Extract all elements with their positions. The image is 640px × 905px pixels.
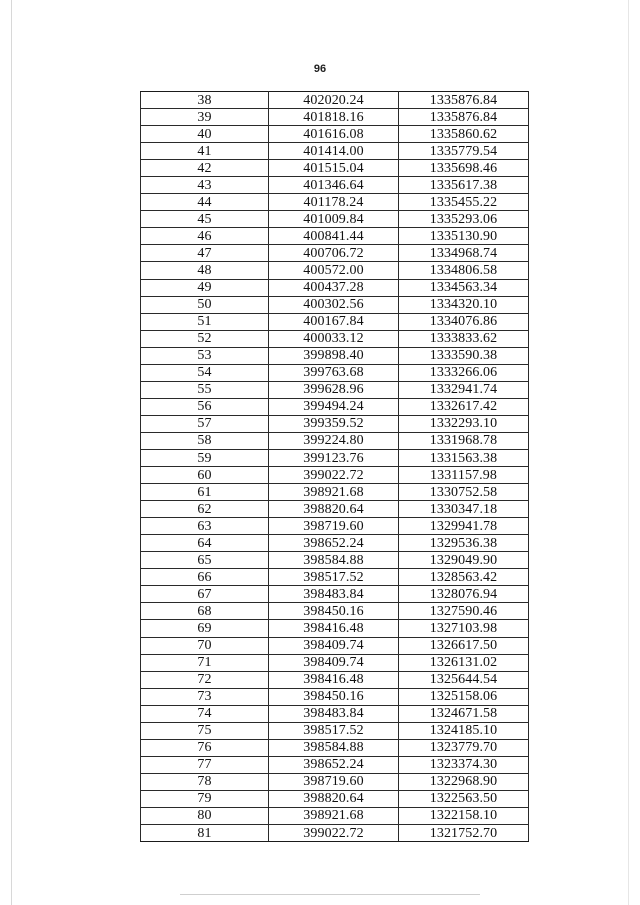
y-coordinate-cell: 1330752.58 <box>399 484 529 501</box>
table-row <box>141 773 529 790</box>
point-number-cell: 81 <box>141 825 269 842</box>
y-coordinate-cell: 1332941.74 <box>399 381 529 398</box>
y-coordinate-cell: 1333833.62 <box>399 330 529 347</box>
x-coordinate-cell: 399494.24 <box>269 398 399 415</box>
x-coordinate-cell: 402020.24 <box>269 92 399 109</box>
table-row <box>141 671 529 688</box>
point-number-cell: 49 <box>141 279 269 296</box>
point-number-cell: 80 <box>141 807 269 824</box>
x-coordinate-cell: 398409.74 <box>269 654 399 671</box>
x-coordinate-cell: 398719.60 <box>269 518 399 535</box>
x-coordinate-cell: 401414.00 <box>269 143 399 160</box>
x-coordinate-cell: 398584.88 <box>269 739 399 756</box>
table-row <box>141 484 529 501</box>
table-row <box>141 296 529 313</box>
point-number-cell: 77 <box>141 756 269 773</box>
table-row <box>141 347 529 364</box>
x-coordinate-cell: 398416.48 <box>269 671 399 688</box>
x-coordinate-cell: 401009.84 <box>269 211 399 228</box>
x-coordinate-cell: 398719.60 <box>269 773 399 790</box>
x-coordinate-cell: 399123.76 <box>269 449 399 466</box>
y-coordinate-cell: 1331563.38 <box>399 449 529 466</box>
table-row <box>141 415 529 432</box>
point-number-cell: 59 <box>141 449 269 466</box>
point-number-cell: 56 <box>141 398 269 415</box>
x-coordinate-cell: 398652.24 <box>269 535 399 552</box>
x-coordinate-cell: 399022.72 <box>269 467 399 484</box>
point-number-cell: 44 <box>141 194 269 211</box>
x-coordinate-cell: 400841.44 <box>269 228 399 245</box>
x-coordinate-cell: 400572.00 <box>269 262 399 279</box>
table-row <box>141 381 529 398</box>
x-coordinate-cell: 398416.48 <box>269 620 399 637</box>
point-number-cell: 76 <box>141 739 269 756</box>
coordinate-table <box>140 91 529 842</box>
y-coordinate-cell: 1323779.70 <box>399 739 529 756</box>
y-coordinate-cell: 1328076.94 <box>399 586 529 603</box>
table-row <box>141 449 529 466</box>
y-coordinate-cell: 1334076.86 <box>399 313 529 330</box>
y-coordinate-cell: 1329049.90 <box>399 552 529 569</box>
point-number-cell: 60 <box>141 467 269 484</box>
x-coordinate-cell: 399898.40 <box>269 347 399 364</box>
table-row <box>141 245 529 262</box>
point-number-cell: 61 <box>141 484 269 501</box>
y-coordinate-cell: 1328563.42 <box>399 569 529 586</box>
y-coordinate-cell: 1334320.10 <box>399 296 529 313</box>
point-number-cell: 53 <box>141 347 269 364</box>
x-coordinate-cell: 398517.52 <box>269 569 399 586</box>
x-coordinate-cell: 398921.68 <box>269 807 399 824</box>
x-coordinate-cell: 398652.24 <box>269 756 399 773</box>
table-row <box>141 739 529 756</box>
y-coordinate-cell: 1322968.90 <box>399 773 529 790</box>
table-row <box>141 501 529 518</box>
y-coordinate-cell: 1321752.70 <box>399 825 529 842</box>
y-coordinate-cell: 1322158.10 <box>399 807 529 824</box>
table-row <box>141 552 529 569</box>
y-coordinate-cell: 1327590.46 <box>399 603 529 620</box>
table-row <box>141 756 529 773</box>
x-coordinate-cell: 399763.68 <box>269 364 399 381</box>
point-number-cell: 62 <box>141 501 269 518</box>
x-coordinate-cell: 398820.64 <box>269 790 399 807</box>
table-row <box>141 262 529 279</box>
y-coordinate-cell: 1325644.54 <box>399 671 529 688</box>
x-coordinate-cell: 401818.16 <box>269 109 399 126</box>
table-row <box>141 126 529 143</box>
y-coordinate-cell: 1335876.84 <box>399 109 529 126</box>
table-row <box>141 398 529 415</box>
y-coordinate-cell: 1331968.78 <box>399 432 529 449</box>
y-coordinate-cell: 1324185.10 <box>399 722 529 739</box>
page-number: 96 <box>313 63 327 75</box>
point-number-cell: 39 <box>141 109 269 126</box>
table-row <box>141 92 529 109</box>
x-coordinate-cell: 398450.16 <box>269 688 399 705</box>
y-coordinate-cell: 1333590.38 <box>399 347 529 364</box>
table-row <box>141 467 529 484</box>
table-row <box>141 228 529 245</box>
table-row <box>141 211 529 228</box>
x-coordinate-cell: 398921.68 <box>269 484 399 501</box>
table-row <box>141 432 529 449</box>
y-coordinate-cell: 1334968.74 <box>399 245 529 262</box>
point-number-cell: 57 <box>141 415 269 432</box>
point-number-cell: 78 <box>141 773 269 790</box>
y-coordinate-cell: 1334806.58 <box>399 262 529 279</box>
point-number-cell: 50 <box>141 296 269 313</box>
table-row <box>141 603 529 620</box>
point-number-cell: 74 <box>141 705 269 722</box>
y-coordinate-cell: 1335860.62 <box>399 126 529 143</box>
table-row <box>141 790 529 807</box>
point-number-cell: 68 <box>141 603 269 620</box>
point-number-cell: 48 <box>141 262 269 279</box>
x-coordinate-cell: 400706.72 <box>269 245 399 262</box>
x-coordinate-cell: 399224.80 <box>269 432 399 449</box>
y-coordinate-cell: 1335779.54 <box>399 143 529 160</box>
table-row <box>141 177 529 194</box>
x-coordinate-cell: 400437.28 <box>269 279 399 296</box>
point-number-cell: 45 <box>141 211 269 228</box>
point-number-cell: 38 <box>141 92 269 109</box>
x-coordinate-cell: 398820.64 <box>269 501 399 518</box>
y-coordinate-cell: 1325158.06 <box>399 688 529 705</box>
point-number-cell: 46 <box>141 228 269 245</box>
table-row <box>141 825 529 842</box>
point-number-cell: 55 <box>141 381 269 398</box>
page-edge-right <box>628 0 629 905</box>
y-coordinate-cell: 1335455.22 <box>399 194 529 211</box>
coordinate-table-body <box>141 92 529 842</box>
point-number-cell: 66 <box>141 569 269 586</box>
x-coordinate-cell: 401616.08 <box>269 126 399 143</box>
point-number-cell: 70 <box>141 637 269 654</box>
x-coordinate-cell: 401178.24 <box>269 194 399 211</box>
page-edge-bottom <box>180 894 480 895</box>
x-coordinate-cell: 398584.88 <box>269 552 399 569</box>
table-row <box>141 330 529 347</box>
y-coordinate-cell: 1329941.78 <box>399 518 529 535</box>
x-coordinate-cell: 399628.96 <box>269 381 399 398</box>
table-row <box>141 109 529 126</box>
point-number-cell: 51 <box>141 313 269 330</box>
x-coordinate-cell: 398517.52 <box>269 722 399 739</box>
x-coordinate-cell: 400167.84 <box>269 313 399 330</box>
y-coordinate-cell: 1332617.42 <box>399 398 529 415</box>
y-coordinate-cell: 1335617.38 <box>399 177 529 194</box>
point-number-cell: 75 <box>141 722 269 739</box>
y-coordinate-cell: 1331157.98 <box>399 467 529 484</box>
x-coordinate-cell: 399022.72 <box>269 825 399 842</box>
table-row <box>141 279 529 296</box>
x-coordinate-cell: 398483.84 <box>269 586 399 603</box>
x-coordinate-cell: 398450.16 <box>269 603 399 620</box>
point-number-cell: 71 <box>141 654 269 671</box>
table-row <box>141 313 529 330</box>
table-row <box>141 620 529 637</box>
point-number-cell: 69 <box>141 620 269 637</box>
table-row <box>141 535 529 552</box>
y-coordinate-cell: 1332293.10 <box>399 415 529 432</box>
point-number-cell: 72 <box>141 671 269 688</box>
x-coordinate-cell: 400302.56 <box>269 296 399 313</box>
y-coordinate-cell: 1322563.50 <box>399 790 529 807</box>
point-number-cell: 73 <box>141 688 269 705</box>
y-coordinate-cell: 1327103.98 <box>399 620 529 637</box>
point-number-cell: 67 <box>141 586 269 603</box>
table-row <box>141 364 529 381</box>
y-coordinate-cell: 1333266.06 <box>399 364 529 381</box>
point-number-cell: 41 <box>141 143 269 160</box>
y-coordinate-cell: 1326131.02 <box>399 654 529 671</box>
x-coordinate-cell: 398483.84 <box>269 705 399 722</box>
y-coordinate-cell: 1330347.18 <box>399 501 529 518</box>
y-coordinate-cell: 1326617.50 <box>399 637 529 654</box>
y-coordinate-cell: 1335130.90 <box>399 228 529 245</box>
x-coordinate-cell: 400033.12 <box>269 330 399 347</box>
point-number-cell: 64 <box>141 535 269 552</box>
y-coordinate-cell: 1335876.84 <box>399 92 529 109</box>
point-number-cell: 58 <box>141 432 269 449</box>
y-coordinate-cell: 1329536.38 <box>399 535 529 552</box>
table-row <box>141 586 529 603</box>
point-number-cell: 47 <box>141 245 269 262</box>
table-row <box>141 722 529 739</box>
y-coordinate-cell: 1324671.58 <box>399 705 529 722</box>
point-number-cell: 63 <box>141 518 269 535</box>
x-coordinate-cell: 401346.64 <box>269 177 399 194</box>
point-number-cell: 40 <box>141 126 269 143</box>
table-row <box>141 569 529 586</box>
point-number-cell: 79 <box>141 790 269 807</box>
table-row <box>141 654 529 671</box>
table-row <box>141 518 529 535</box>
table-row <box>141 143 529 160</box>
table-row <box>141 637 529 654</box>
point-number-cell: 42 <box>141 160 269 177</box>
x-coordinate-cell: 401515.04 <box>269 160 399 177</box>
y-coordinate-cell: 1334563.34 <box>399 279 529 296</box>
table-row <box>141 160 529 177</box>
table-row <box>141 194 529 211</box>
point-number-cell: 52 <box>141 330 269 347</box>
y-coordinate-cell: 1335293.06 <box>399 211 529 228</box>
page-edge-left <box>11 0 12 905</box>
y-coordinate-cell: 1335698.46 <box>399 160 529 177</box>
point-number-cell: 65 <box>141 552 269 569</box>
table-row <box>141 705 529 722</box>
table-row <box>141 807 529 824</box>
x-coordinate-cell: 399359.52 <box>269 415 399 432</box>
x-coordinate-cell: 398409.74 <box>269 637 399 654</box>
table-row <box>141 688 529 705</box>
point-number-cell: 43 <box>141 177 269 194</box>
y-coordinate-cell: 1323374.30 <box>399 756 529 773</box>
point-number-cell: 54 <box>141 364 269 381</box>
